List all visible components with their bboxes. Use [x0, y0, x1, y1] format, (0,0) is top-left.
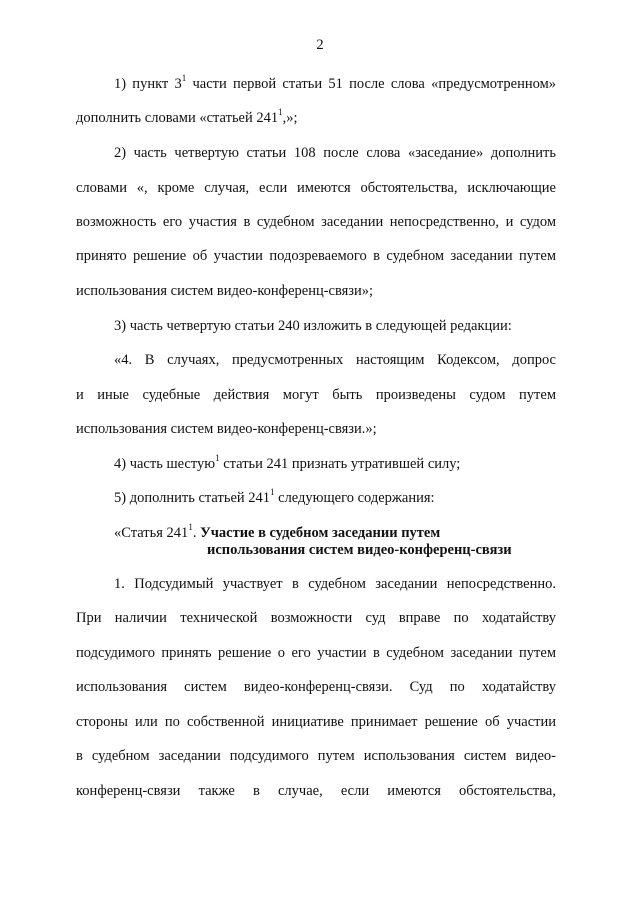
body-line-3: подсудимого принять решение о его участии в судебном заседании путем — [76, 645, 556, 661]
item-5-line — [114, 489, 556, 507]
superscript: 1 — [188, 522, 193, 533]
item-1-text-a: 1) пункт 3 — [114, 76, 182, 92]
item-1-text-b: части первой статьи 51 после слова «предусмотренном» — [186, 76, 556, 92]
article-heading — [114, 524, 556, 542]
item-2-line-4: принято решение об участии подозреваемого в судебном заседании путем — [76, 248, 556, 264]
item-4-text-b: статьи 241 признать утратившей силу; — [219, 456, 461, 472]
item-2-line-3: возможность его участия в судебном заседании непосредственно, и судом — [76, 214, 556, 230]
body-line-6: в судебном заседании подсудимого путем использования систем видео- — [76, 748, 556, 764]
article-title-2: использования систем видео-конференц-связи — [207, 542, 512, 558]
article-dot: . — [192, 525, 201, 541]
body-line-7: конференц-связи также в случае, если имеются обстоятельства, — [76, 783, 556, 799]
item-5-text-b: следующего содержания: — [274, 490, 435, 506]
item-2-line-1: 2) часть четвертую статьи 108 после слова «заседание» дополнить — [114, 145, 556, 161]
quote-line-3: использования систем видео-конференц-связи.»; — [76, 421, 377, 437]
item-1-text-c: дополнить словами «статьей 241 — [76, 110, 279, 126]
body-line-1: 1. Подсудимый участвует в судебном заседании непосредственно. — [114, 576, 556, 592]
item-1-line-2 — [76, 109, 556, 127]
quote-line-1: «4. В случаях, предусмотренных настоящим Кодексом, допрос — [114, 352, 556, 368]
item-1-text-d: ,»; — [282, 110, 298, 126]
superscript: 1 — [215, 453, 220, 464]
article-title-1: Участие в судебном заседании путем — [200, 525, 441, 541]
item-3-line: 3) часть четвертую статьи 240 изложить в следующей редакции: — [114, 318, 512, 334]
page-number: 2 — [316, 37, 324, 53]
item-2-line-5: использования систем видео-конференц-связи»; — [76, 283, 374, 299]
superscript: 1 — [181, 73, 187, 84]
item-4-text-a: 4) часть шестую — [114, 456, 216, 472]
superscript: 1 — [278, 107, 283, 118]
article-prefix: «Статья 241 — [114, 525, 189, 541]
body-line-4: использования систем видео-конференц-связи. Суд по ходатайству — [76, 679, 556, 695]
body-line-5: стороны или по собственной инициативе принимает решение об участии — [76, 714, 556, 730]
superscript: 1 — [270, 487, 275, 498]
item-5-text-a: 5) дополнить статьей 241 — [114, 490, 271, 506]
body-line-2: При наличии технической возможности суд вправе по ходатайству — [76, 610, 556, 626]
item-4-line — [114, 455, 556, 473]
quote-line-2: и иные судебные действия могут быть произведены судом путем — [76, 387, 556, 403]
item-1-line-1 — [114, 75, 556, 93]
item-2-line-2: словами «, кроме случая, если имеются обстоятельства, исключающие — [76, 180, 556, 196]
